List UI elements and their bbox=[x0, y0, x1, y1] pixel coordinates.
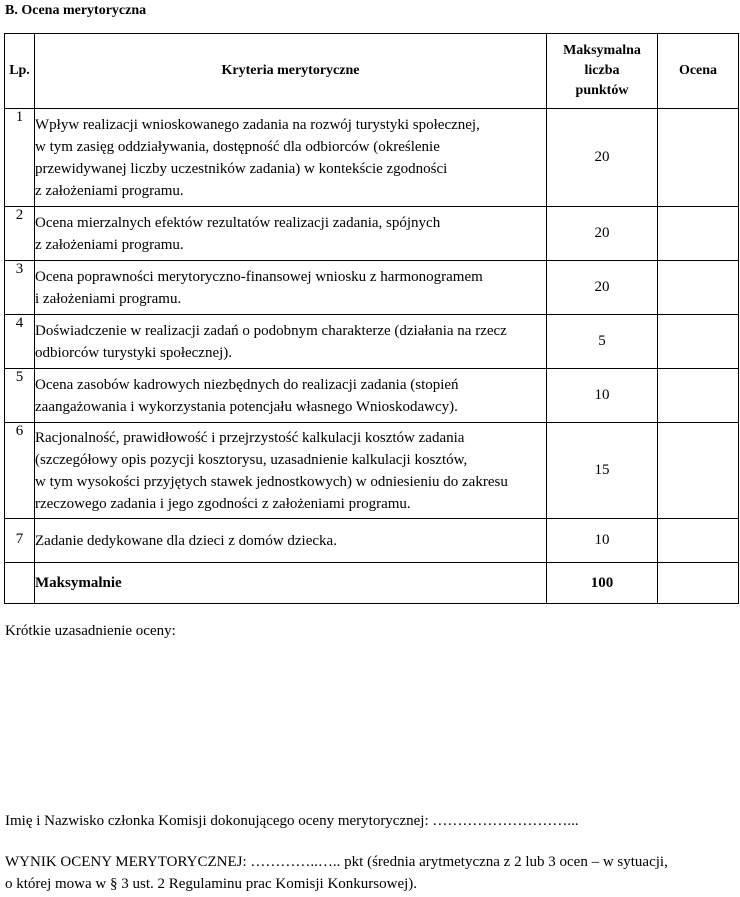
criterion-line: Wpływ realizacji wnioskowanego zadania na rozwój turystyki społecznej, bbox=[35, 116, 480, 133]
header-max-points-line: liczba bbox=[584, 63, 620, 78]
criterion-line: zaangażowania i wykorzystania potencjału własnego Wnioskodawcy). bbox=[35, 398, 458, 415]
header-lp: Lp. bbox=[5, 34, 35, 109]
table-row bbox=[5, 369, 739, 423]
header-max-points-line: punktów bbox=[575, 83, 629, 98]
criterion-line: (szczegółowy opis pozycji kosztorysu, uzasadnienie kalkulacji kosztów, bbox=[35, 451, 468, 468]
max-points: 20 bbox=[547, 207, 658, 261]
criterion-line: w tym wysokości przyjętych stawek jednostkowych) w odniesieniu do zakresu bbox=[35, 473, 508, 490]
total-points: 100 bbox=[547, 563, 658, 604]
header-max-points bbox=[547, 34, 658, 109]
row-number: 5 bbox=[5, 369, 35, 423]
max-points: 10 bbox=[547, 369, 658, 423]
max-points: 20 bbox=[547, 109, 658, 207]
criterion-line: z założeniami programu. bbox=[35, 236, 184, 253]
table-row bbox=[5, 207, 739, 261]
result-line-text: WYNIK OCENY MERYTORYCZNEJ: …………..….. pkt (średnia arytmetyczna z 2 lub 3 ocen – w sytuacji, bbox=[5, 854, 668, 870]
criterion-text bbox=[35, 261, 547, 315]
result-line bbox=[5, 851, 737, 895]
criterion-line: Zadanie dedykowane dla dzieci z domów dziecka. bbox=[35, 532, 337, 549]
criterion-line: Ocena poprawności merytoryczno-finansowej wniosku z harmonogramem bbox=[35, 268, 483, 285]
score-cell[interactable] bbox=[658, 207, 739, 261]
total-row bbox=[5, 563, 739, 604]
score-cell[interactable] bbox=[658, 519, 739, 563]
criterion-line: rzeczowego zadania i jego zgodności z założeniami programu. bbox=[35, 495, 411, 512]
total-score-cell[interactable] bbox=[658, 563, 739, 604]
criterion-text bbox=[35, 109, 547, 207]
max-points: 10 bbox=[547, 519, 658, 563]
criterion-line: Doświadczenie w realizacji zadań o podobnym charakterze (działania na rzecz bbox=[35, 322, 507, 339]
row-number: 6 bbox=[5, 423, 35, 519]
score-cell[interactable] bbox=[658, 423, 739, 519]
header-criteria: Kryteria merytoryczne bbox=[35, 34, 547, 109]
table-row bbox=[5, 261, 739, 315]
table-row bbox=[5, 315, 739, 369]
criterion-line: w tym zasięg oddziaływania, dostępność dla odbiorców (określenie bbox=[35, 138, 440, 155]
member-name-line: Imię i Nazwisko członka Komisji dokonującego oceny merytorycznej: ………………………... bbox=[5, 813, 579, 829]
criterion-text bbox=[35, 315, 547, 369]
header-max-points-line: Maksymalna bbox=[563, 43, 641, 58]
row-number: 1 bbox=[5, 109, 35, 207]
criterion-line: i założeniami programu. bbox=[35, 290, 182, 307]
row-number: 4 bbox=[5, 315, 35, 369]
section-title: B. Ocena merytoryczna bbox=[5, 3, 147, 18]
criterion-text bbox=[35, 207, 547, 261]
criterion-line: z założeniami programu. bbox=[35, 182, 184, 199]
criterion-line: Ocena zasobów kadrowych niezbędnych do realizacji zadania (stopień bbox=[35, 376, 459, 393]
header-row bbox=[5, 34, 739, 109]
criterion-text bbox=[35, 519, 547, 563]
score-cell[interactable] bbox=[658, 261, 739, 315]
table-row bbox=[5, 109, 739, 207]
table-row bbox=[5, 519, 739, 563]
table-row bbox=[5, 423, 739, 519]
max-points: 15 bbox=[547, 423, 658, 519]
criteria-table bbox=[4, 33, 739, 604]
max-points: 5 bbox=[547, 315, 658, 369]
total-label: Maksymalnie bbox=[35, 563, 547, 604]
justification-label: Krótkie uzasadnienie oceny: bbox=[5, 623, 176, 639]
header-score: Ocena bbox=[658, 34, 739, 109]
max-points: 20 bbox=[547, 261, 658, 315]
score-cell[interactable] bbox=[658, 109, 739, 207]
criterion-line: przewidywanej liczby uczestników zadania) w kontekście zgodności bbox=[35, 160, 448, 177]
score-cell[interactable] bbox=[658, 315, 739, 369]
criterion-text bbox=[35, 369, 547, 423]
result-line-text: o której mowa w § 3 ust. 2 Regulaminu prac Komisji Konkursowej). bbox=[5, 876, 418, 892]
score-cell[interactable] bbox=[658, 369, 739, 423]
row-number: 2 bbox=[5, 207, 35, 261]
criterion-text bbox=[35, 423, 547, 519]
criterion-line: odbiorców turystyki społecznej). bbox=[35, 344, 233, 361]
criterion-line: Ocena mierzalnych efektów rezultatów realizacji zadania, spójnych bbox=[35, 214, 441, 231]
row-number: 7 bbox=[5, 519, 35, 563]
row-number: 3 bbox=[5, 261, 35, 315]
criterion-line: Racjonalność, prawidłowość i przejrzystość kalkulacji kosztów zadania bbox=[35, 429, 465, 446]
total-lp-cell bbox=[5, 563, 35, 604]
